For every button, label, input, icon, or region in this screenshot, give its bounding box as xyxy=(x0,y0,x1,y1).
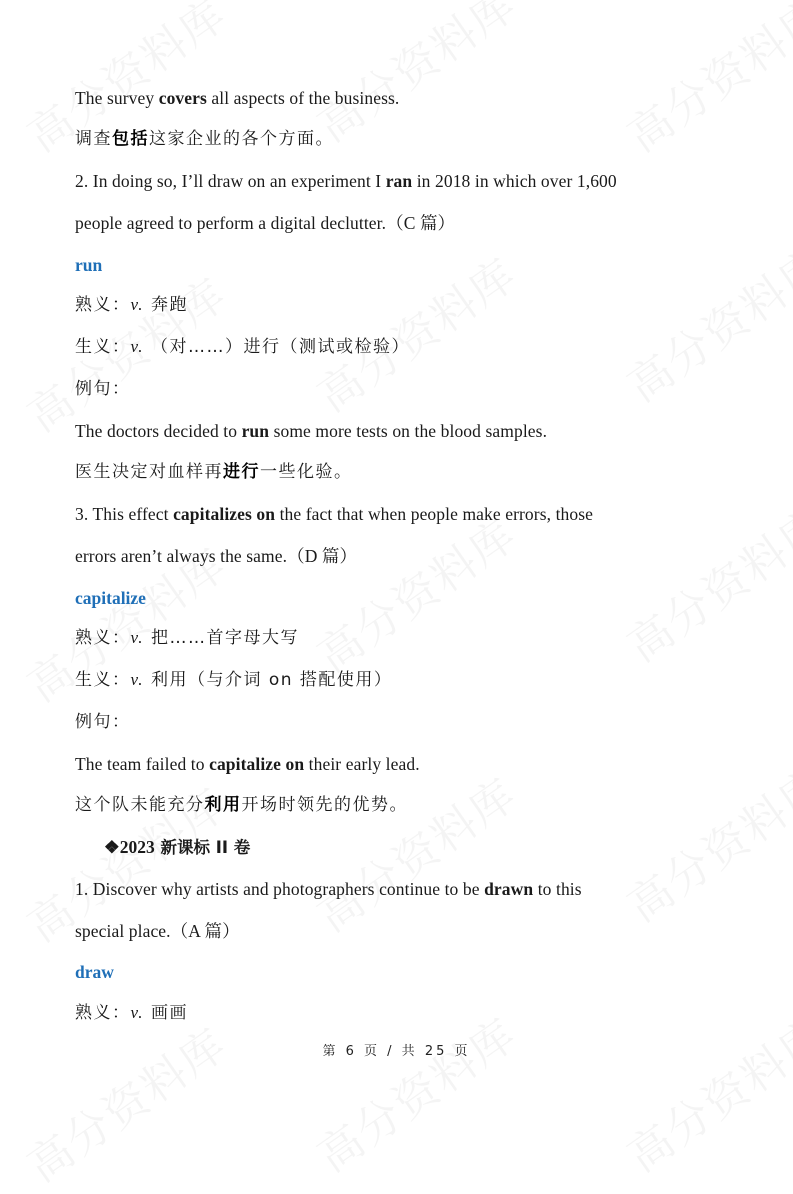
vocab-term: capitalize xyxy=(75,588,146,608)
highlighted-word: covers xyxy=(158,88,207,108)
familiar-meaning: 熟义：v. 奔跑 xyxy=(75,295,188,315)
watermark xyxy=(612,750,793,934)
watermark xyxy=(612,490,793,674)
question-sentence-cont: special place.（A 篇） xyxy=(75,921,240,941)
example-sentence-zh: 调查包括这家企业的各个方面。 xyxy=(75,129,334,149)
highlighted-word: drawn xyxy=(484,879,534,899)
highlighted-word: 进行 xyxy=(223,462,260,482)
highlighted-word: ran xyxy=(385,171,413,191)
question-sentence-cont: errors aren’t always the same.（D 篇） xyxy=(75,546,358,566)
question-sentence: 2. In doing so, I’ll draw on an experiment I ran in 2018 in which over 1,600 xyxy=(75,171,617,191)
watermark xyxy=(612,230,793,414)
section-heading: ❖2023 新课标 II 卷 xyxy=(104,837,251,857)
watermark xyxy=(302,0,527,154)
highlighted-word: capitalizes on xyxy=(173,504,276,524)
highlighted-word: run xyxy=(241,421,270,441)
page-number-footer: 第 6 页 / 共 25 页 xyxy=(322,1044,471,1059)
familiar-meaning: 熟义：v. 画画 xyxy=(75,1003,188,1023)
example-label: 例句： xyxy=(75,379,131,399)
example-sentence-en: The survey covers all aspects of the business. xyxy=(75,88,400,108)
question-sentence: 1. Discover why artists and photographers continue to be drawn to this xyxy=(75,879,582,899)
watermark xyxy=(302,240,527,424)
highlighted-word: 包括 xyxy=(112,129,149,149)
example-sentence-en: The team failed to capitalize on their early lead. xyxy=(75,754,420,774)
example-sentence-en: The doctors decided to run some more tests on the blood samples. xyxy=(75,421,548,441)
watermark xyxy=(612,1000,793,1184)
highlighted-word: capitalize on xyxy=(209,754,305,774)
diamond-bullet-icon: ❖ xyxy=(104,837,120,857)
new-meaning: 生义：v. 利用（与介词 on 搭配使用） xyxy=(75,670,393,690)
question-sentence: 3. This effect capitalizes on the fact that when people make errors, those xyxy=(75,504,594,524)
watermark xyxy=(302,1000,527,1184)
new-meaning: 生义：v. （对……）进行（测试或检验） xyxy=(75,337,410,357)
watermark xyxy=(302,500,527,684)
example-label: 例句： xyxy=(75,712,131,732)
example-sentence-zh: 医生决定对血样再进行一些化验。 xyxy=(75,462,353,482)
example-sentence-zh: 这个队未能充分利用开场时领先的优势。 xyxy=(75,795,408,815)
familiar-meaning: 熟义：v. 把……首字母大写 xyxy=(75,628,299,648)
watermark xyxy=(612,0,793,164)
watermark xyxy=(12,1010,237,1194)
vocab-term: run xyxy=(75,255,103,275)
watermark xyxy=(302,760,527,944)
highlighted-word: 利用 xyxy=(204,795,242,815)
vocab-term: draw xyxy=(75,962,114,982)
question-sentence-cont: people agreed to perform a digital declutter.（C 篇） xyxy=(75,213,456,233)
